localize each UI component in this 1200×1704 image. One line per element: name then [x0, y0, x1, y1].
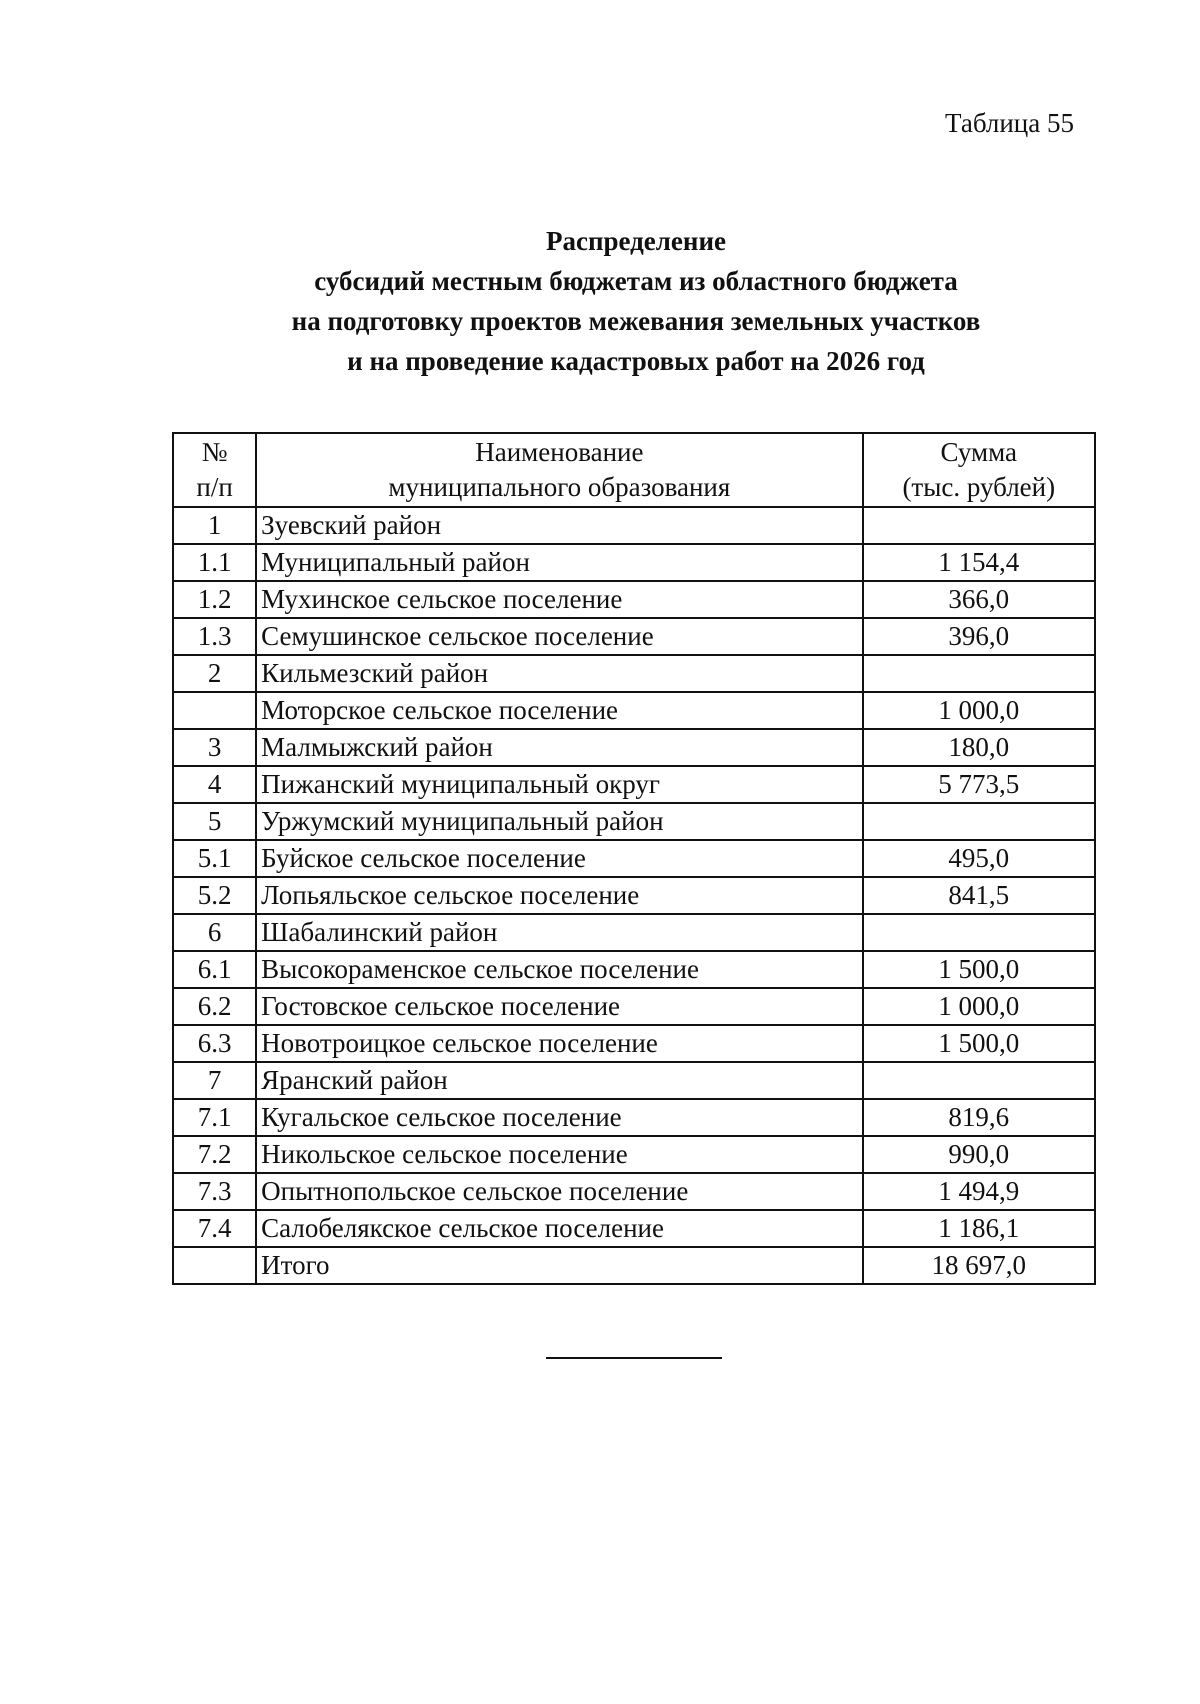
- table-row: [173, 877, 1095, 914]
- table-row: [173, 581, 1095, 618]
- row-number-cell: 1.1: [173, 544, 256, 581]
- header-sum: [863, 433, 1095, 507]
- row-sum-cell: 1 500,0: [863, 1025, 1095, 1062]
- row-name-cell: Новотроицкое сельское поселение: [256, 1025, 862, 1062]
- row-number-cell: 7.1: [173, 1099, 256, 1136]
- row-name-cell: Пижанский муниципальный округ: [256, 766, 862, 803]
- row-sum-cell: [863, 1062, 1095, 1099]
- row-sum-cell: 366,0: [863, 581, 1095, 618]
- row-name-cell: Мухинское сельское поселение: [256, 581, 862, 618]
- row-name-cell: Зуевский район: [256, 507, 862, 544]
- row-name-cell: Семушинское сельское поселение: [256, 618, 862, 655]
- row-name-cell: Кугальское сельское поселение: [256, 1099, 862, 1136]
- row-name-cell: Никольское сельское поселение: [256, 1136, 862, 1173]
- row-sum-cell: 990,0: [863, 1136, 1095, 1173]
- row-number-cell: 4: [173, 766, 256, 803]
- header-number-line-1: №: [201, 437, 228, 467]
- table-row: [173, 840, 1095, 877]
- document-heading: [0, 221, 1200, 381]
- row-sum-cell: 18 697,0: [863, 1247, 1095, 1284]
- row-name-cell: Буйское сельское поселение: [256, 840, 862, 877]
- row-number-cell: 7.4: [173, 1210, 256, 1247]
- table-number-label: Таблица 55: [945, 108, 1074, 138]
- row-number-cell: 1.3: [173, 618, 256, 655]
- row-sum-cell: [863, 655, 1095, 692]
- header-name-line-1: Наименование: [475, 437, 644, 467]
- table-row: [173, 914, 1095, 951]
- row-sum-cell: 841,5: [863, 877, 1095, 914]
- row-number-cell: 1.2: [173, 581, 256, 618]
- heading-line: на подготовку проектов межевания земельных участков: [291, 306, 981, 336]
- row-name-cell: Муниципальный район: [256, 544, 862, 581]
- row-sum-cell: 1 500,0: [863, 951, 1095, 988]
- row-number-cell: 6: [173, 914, 256, 951]
- row-name-cell: Яранский район: [256, 1062, 862, 1099]
- row-number-cell: 5.2: [173, 877, 256, 914]
- row-sum-cell: 1 000,0: [863, 988, 1095, 1025]
- row-number-cell: 1: [173, 507, 256, 544]
- table-row: [173, 1136, 1095, 1173]
- heading-line: и на проведение кадастровых работ на 2026 год: [347, 346, 925, 376]
- row-name-cell: Шабалинский район: [256, 914, 862, 951]
- header-sum-line-1: Сумма: [940, 437, 1017, 467]
- header-number-line-2: п/п: [196, 472, 233, 502]
- header-number: [173, 433, 256, 507]
- row-sum-cell: 1 154,4: [863, 544, 1095, 581]
- table-row: [173, 951, 1095, 988]
- row-name-cell: Малмыжский район: [256, 729, 862, 766]
- closing-rule: [546, 1357, 722, 1359]
- row-number-cell: 2: [173, 655, 256, 692]
- row-name-cell: Гостовское сельское поселение: [256, 988, 862, 1025]
- row-sum-cell: 396,0: [863, 618, 1095, 655]
- row-sum-cell: 495,0: [863, 840, 1095, 877]
- row-name-cell: Салобелякское сельское поселение: [256, 1210, 862, 1247]
- row-name-cell: Кильмезский район: [256, 655, 862, 692]
- table-header-row: [173, 433, 1095, 507]
- row-name-cell: Уржумский муниципальный район: [256, 803, 862, 840]
- table-row: [173, 803, 1095, 840]
- header-sum-line-2: (тыс. рублей): [902, 472, 1056, 502]
- table-body: [173, 507, 1095, 1284]
- row-name-cell: Моторское сельское поселение: [256, 692, 862, 729]
- row-sum-cell: [863, 803, 1095, 840]
- table-row: [173, 692, 1095, 729]
- row-sum-cell: 180,0: [863, 729, 1095, 766]
- table-row: [173, 988, 1095, 1025]
- row-name-cell: Опытнопольское сельское поселение: [256, 1173, 862, 1210]
- row-sum-cell: 819,6: [863, 1099, 1095, 1136]
- row-number-cell: [173, 692, 256, 729]
- row-number-cell: 7.3: [173, 1173, 256, 1210]
- row-number-cell: 6.3: [173, 1025, 256, 1062]
- row-number-cell: 7.2: [173, 1136, 256, 1173]
- row-name-cell: Итого: [256, 1247, 862, 1284]
- table-row: [173, 544, 1095, 581]
- table-row: [173, 1210, 1095, 1247]
- table-row: [173, 655, 1095, 692]
- table-row: [173, 1025, 1095, 1062]
- row-sum-cell: 5 773,5: [863, 766, 1095, 803]
- table-row: [173, 766, 1095, 803]
- row-name-cell: Высокораменское сельское поселение: [256, 951, 862, 988]
- row-number-cell: [173, 1247, 256, 1284]
- table-row: [173, 507, 1095, 544]
- table-row: [173, 1062, 1095, 1099]
- row-sum-cell: [863, 914, 1095, 951]
- table-row: [173, 1099, 1095, 1136]
- header-name-line-2: муниципального образования: [388, 472, 731, 502]
- subsidy-distribution-table: [172, 432, 1096, 1285]
- table-row: [173, 729, 1095, 766]
- heading-line: Распределение: [545, 226, 727, 256]
- row-number-cell: 7: [173, 1062, 256, 1099]
- row-sum-cell: 1 186,1: [863, 1210, 1095, 1247]
- row-sum-cell: 1 000,0: [863, 692, 1095, 729]
- row-number-cell: 5.1: [173, 840, 256, 877]
- table-row: [173, 618, 1095, 655]
- table-row: [173, 1247, 1095, 1284]
- row-number-cell: 5: [173, 803, 256, 840]
- row-sum-cell: [863, 507, 1095, 544]
- table-row: [173, 1173, 1095, 1210]
- row-name-cell: Лопьяльское сельское поселение: [256, 877, 862, 914]
- heading-line: субсидий местным бюджетам из областного бюджета: [314, 266, 958, 296]
- row-sum-cell: 1 494,9: [863, 1173, 1095, 1210]
- row-number-cell: 6.1: [173, 951, 256, 988]
- header-name: [256, 433, 862, 507]
- row-number-cell: 3: [173, 729, 256, 766]
- row-number-cell: 6.2: [173, 988, 256, 1025]
